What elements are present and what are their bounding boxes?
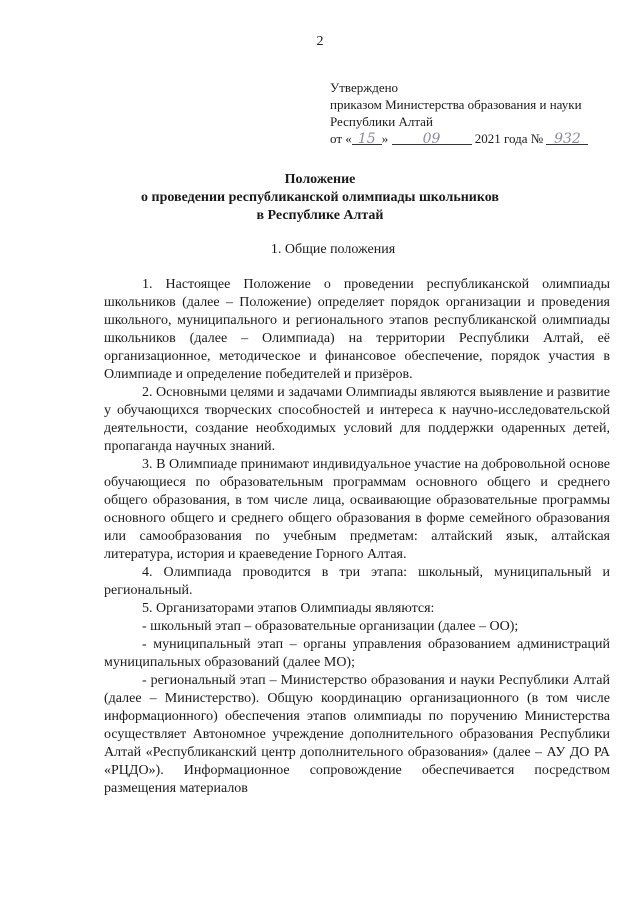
approval-line-2: приказом Министерства образования и науки <box>330 97 582 112</box>
day-field <box>352 130 382 145</box>
handwritten-month: 09 <box>422 131 441 147</box>
title-line-2: о проведении республиканской олимпиады школьников <box>141 190 499 205</box>
title-line-1: Положение <box>284 172 356 187</box>
paragraph-3: 3. В Олимпиаде принимают индивидуальное участие на добровольной основе обучающиеся по образовательным программам основного общего и среднего общего образования, в том числе лица, осваивающие образовательные программы основного общего и среднего общего образования в форме семейного образования или самообразования по учебным предметам: алтайский язык, алтайская литература, история и краеведение Горного Алтая. <box>104 457 610 562</box>
approval-line-3: Республики Алтай <box>330 114 433 129</box>
page-number: 2 <box>316 34 324 49</box>
document-title <box>0 171 640 225</box>
handwritten-number: 932 <box>554 131 581 147</box>
document-body <box>104 276 610 798</box>
number-field <box>546 130 588 145</box>
paragraph-4: 4. Олимпиада проводится в три этапа: школьный, муниципальный и региональный. <box>104 565 610 598</box>
section-heading: 1. Общие положения <box>270 242 396 257</box>
handwritten-day: 15 <box>357 131 376 147</box>
approval-block <box>330 79 588 147</box>
list-item-municipal-stage: - муниципальный этап – органы управления образованием администраций муниципальных образований (далее МО); <box>104 637 610 670</box>
paragraph-1: 1. Настоящее Положение о проведении республиканской олимпиады школьников (далее – Положение) определяет порядок организации и проведения школьного, муниципального и регионального этапов республиканской олимпиады школьников (далее – Олимпиада) на территории Республики Алтай, её организационное, методическое и финансовое обеспечение, порядок участия в Олимпиаде и определение победителей и призёров. <box>104 277 610 382</box>
paragraph-5: 5. Организаторами этапов Олимпиады являются: <box>142 601 435 616</box>
date-mid: » <box>381 131 389 146</box>
date-prefix: от « <box>330 131 352 146</box>
approval-date-line <box>330 130 588 147</box>
title-line-3: в Республике Алтай <box>256 208 384 223</box>
approval-line-1: Утверждено <box>330 80 399 95</box>
list-item-school-stage: - школьный этап – образовательные организации (далее – ОО); <box>142 619 519 634</box>
paragraph-2: 2. Основными целями и задачами Олимпиады являются выявление и развитие у обучающихся творческих способностей и интереса к научно-исследовательской деятельности, создание необходимых условий для поддержки одаренных детей, пропаганда научных знаний. <box>104 385 610 454</box>
month-field <box>392 130 472 145</box>
year-text: 2021 года № <box>474 131 544 146</box>
list-item-regional-stage: - региональный этап – Министерство образования и науки Республики Алтай (далее – Министерство). Общую координацию организационного (в том числе информационного) обеспечения этапов олимпиады по поручению Министерства осуществляет Автономное учреждение дополнительного образования Республики Алтай «Республиканский центр дополнительного образования» (далее – АУ ДО РА «РЦДО»). Информационное сопровождение обеспечивается посредством размещения материалов <box>104 673 610 796</box>
